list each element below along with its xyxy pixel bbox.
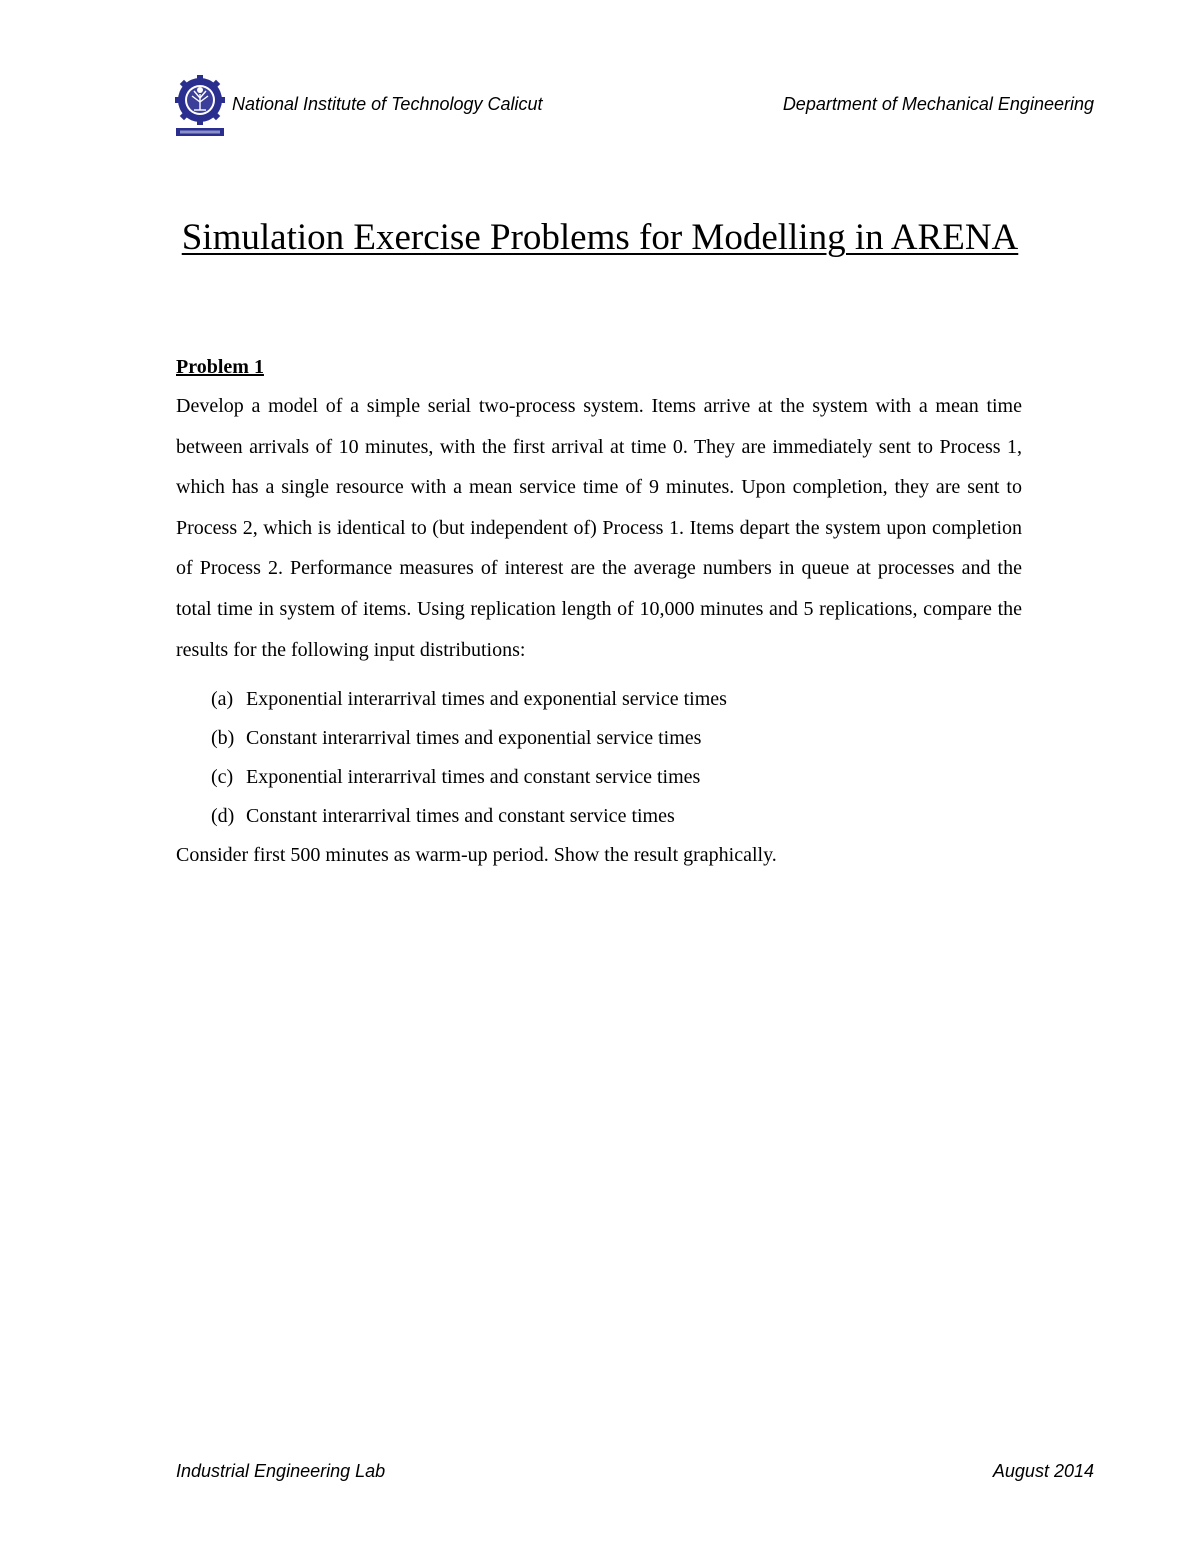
institute-name: National Institute of Technology Calicut: [232, 94, 543, 114]
footer-date: August 2014: [992, 1461, 1094, 1481]
option-text: Constant interarrival times and constant service times: [246, 805, 675, 828]
list-item: [211, 680, 1022, 719]
department-name: Department of Mechanical Engineering: [782, 94, 1094, 114]
option-marker: (b): [211, 727, 235, 750]
option-text: Exponential interarrival times and exponential service times: [246, 688, 727, 711]
problem-description: Develop a model of a simple serial two-process system. Items arrive at the system with a mean time between arrivals of 10 minutes, with the first arrival at time 0. They are immediately sent to Process 1, which has a single resource with a mean service time of 9 minutes. Upon completion, they are sent to Process 2, which is identical to (but independent of) Process 1. Items depart the system upon completion of Process 2. Performance measures of interest are the average numbers in queue at processes and the total time in system of items. Using replication length of 10,000 minutes and 5 replications, compare the results for the following input distributions:: [176, 395, 1022, 661]
option-marker: (c): [211, 766, 234, 789]
list-item: [211, 758, 1022, 797]
list-item: [211, 797, 1022, 836]
problem-section: [176, 352, 1022, 875]
option-marker: (a): [211, 688, 234, 711]
page-header: [0, 0, 1200, 140]
option-text: Constant interarrival times and exponential service times: [246, 727, 702, 750]
footer-lab-name: Industrial Engineering Lab: [176, 1461, 386, 1481]
list-item: [211, 719, 1022, 758]
distribution-options-list: [176, 680, 1022, 836]
institute-emblem-icon: [172, 74, 228, 138]
closing-instruction: Consider first 500 minutes as warm-up period. Show the result graphically.: [176, 844, 777, 867]
option-marker: (d): [211, 805, 235, 828]
option-text: Exponential interarrival times and constant service times: [246, 766, 701, 789]
document-title: Simulation Exercise Problems for Modelling in ARENA: [181, 217, 1019, 258]
problem-heading: Problem 1: [176, 356, 264, 378]
